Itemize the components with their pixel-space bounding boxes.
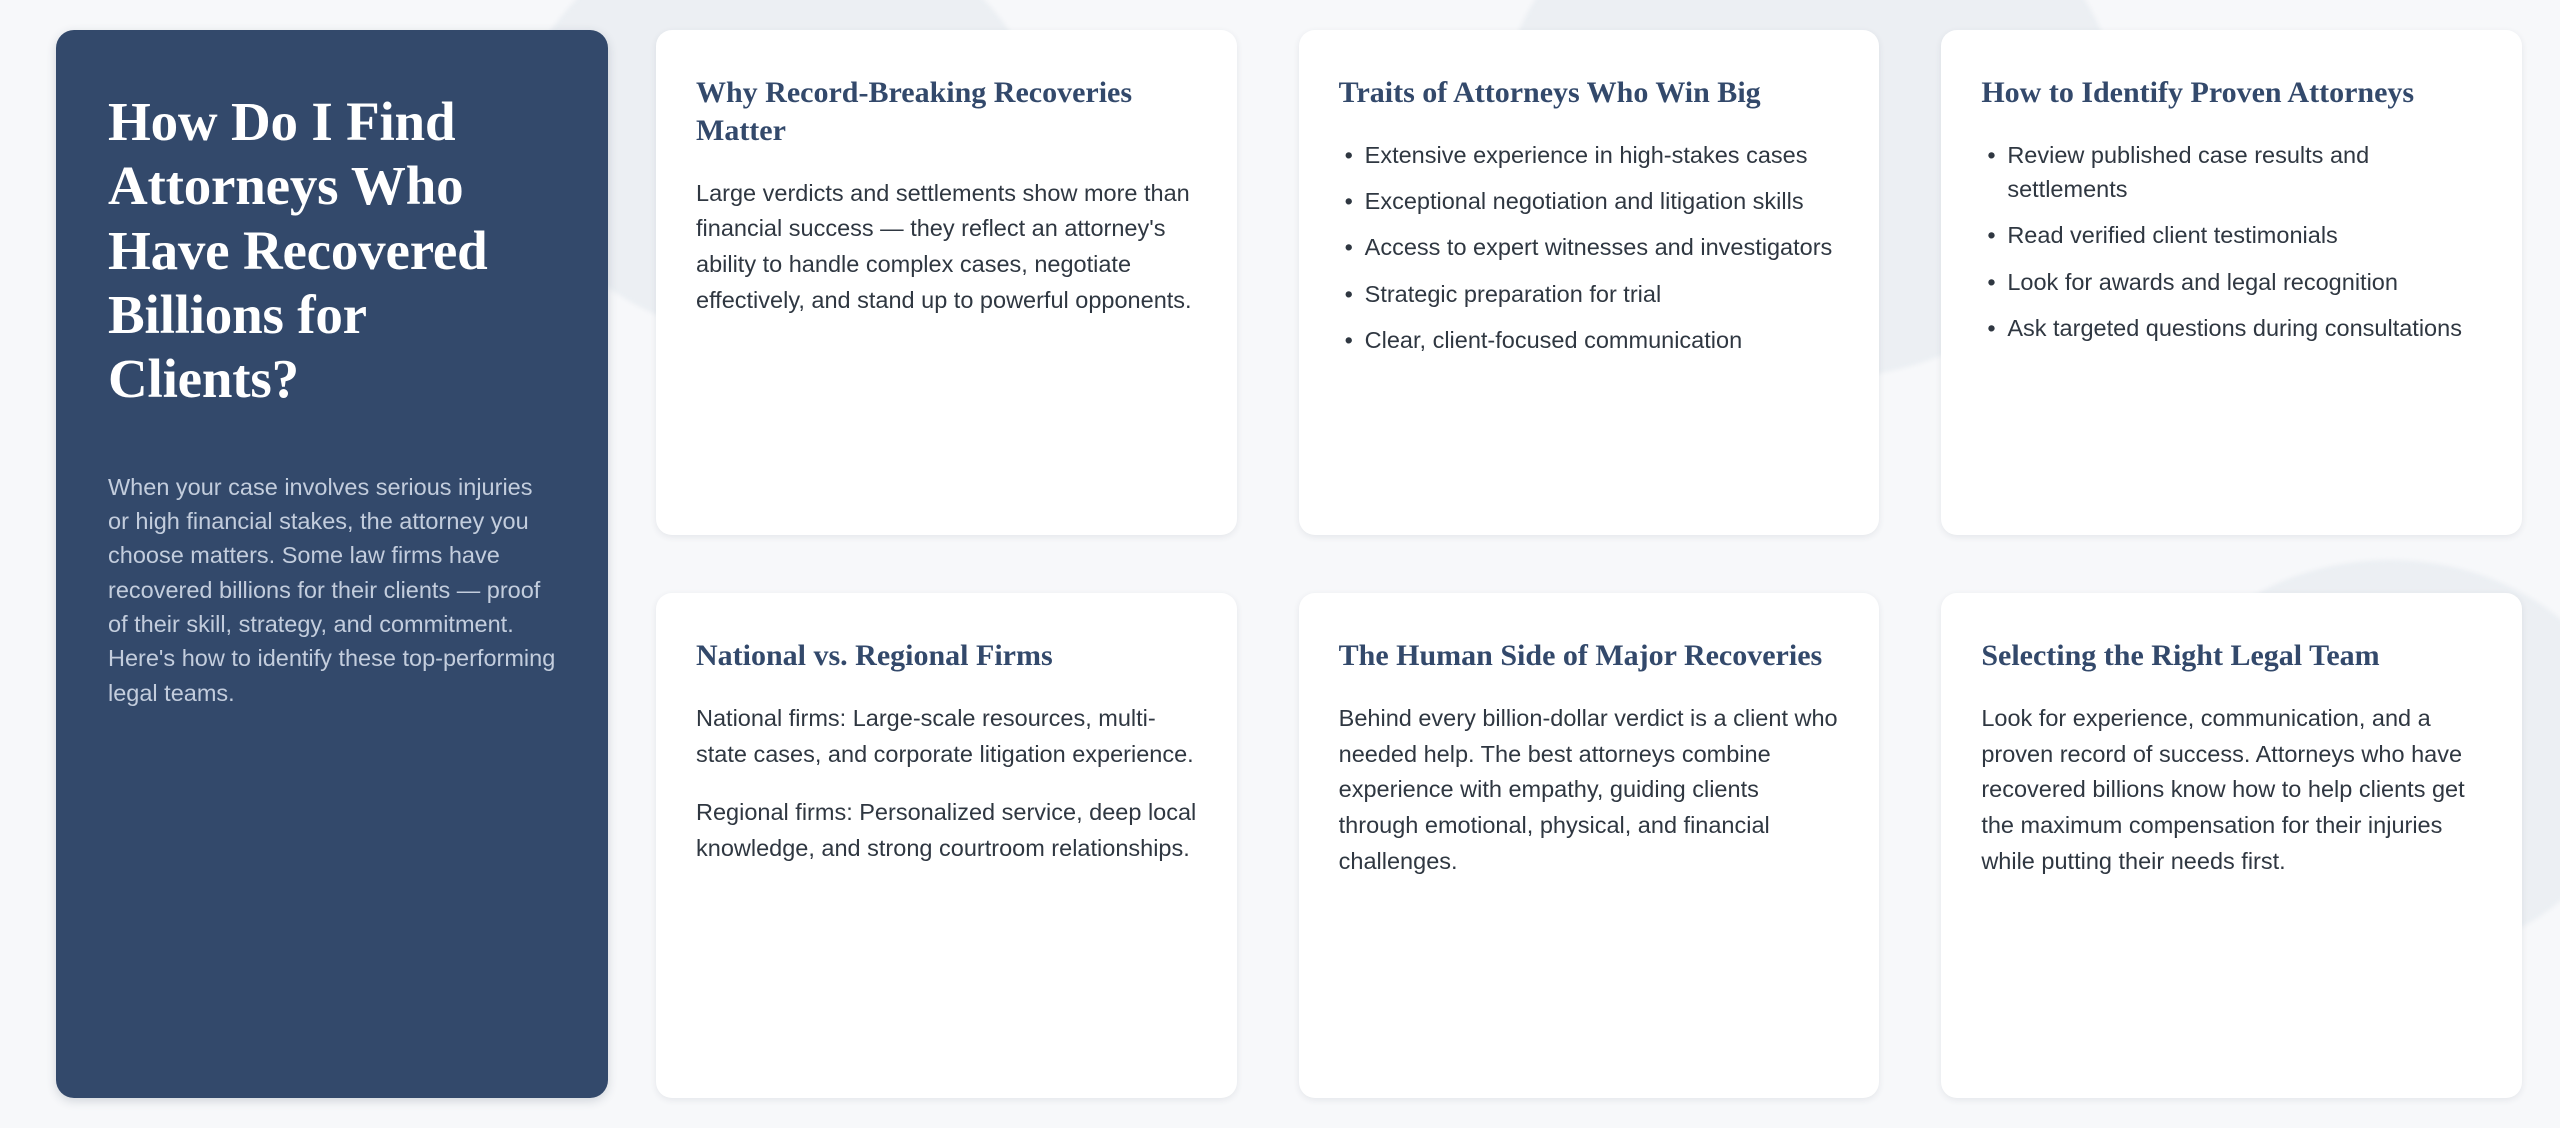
card-why-record-breaking-recoveries-matter [656, 30, 1237, 535]
card-title: National vs. Regional Firms [696, 639, 1053, 672]
card-selecting-the-right-legal-team [1941, 593, 2522, 1098]
card-how-to-identify-proven-attorneys [1941, 30, 2522, 535]
hero-panel [56, 30, 608, 1098]
list-item: • Look for awards and legal recognition [1981, 265, 2482, 299]
card-title: Traits of Attorneys Who Win Big [1338, 76, 1761, 109]
card-list [1339, 138, 1840, 357]
card-paragraph: Look for experience, communication, and a proven record of success. Attorneys who have recovered billions know how to help clients get the maximum compensation for their injuries while putting their needs first. [1981, 704, 2465, 874]
card-body [696, 701, 1197, 867]
list-item: • Exceptional negotiation and litigation skills [1339, 184, 1840, 218]
card-paragraph: National firms: Large-scale resources, multi-state cases, and corporate litigation experience. [696, 704, 1194, 767]
cards-grid [656, 30, 2522, 1098]
card-title: The Human Side of Major Recoveries [1338, 639, 1823, 672]
list-item: • Review published case results and settlements [1981, 138, 2482, 207]
card-title: Selecting the Right Legal Team [1981, 639, 2380, 672]
card-body [1339, 701, 1840, 880]
list-item: • Extensive experience in high-stakes cases [1339, 138, 1840, 172]
card-body [1981, 701, 2482, 880]
card-title: Why Record-Breaking Recoveries Matter [696, 76, 1133, 147]
page-title: How Do I Find Attorneys Who Have Recovered Billions for Clients? [108, 91, 488, 410]
card-the-human-side-of-major-recoveries [1299, 593, 1880, 1098]
card-title: How to Identify Proven Attorneys [1981, 76, 2415, 109]
card-national-vs-regional-firms [656, 593, 1237, 1098]
card-paragraph: Regional firms: Personalized service, deep local knowledge, and strong courtroom relationships. [696, 799, 1197, 861]
card-paragraph: Behind every billion-dollar verdict is a client who needed help. The best attorneys combine experience with empathy, guiding clients through emotional, physical, and financial challenges. [1338, 704, 1838, 874]
hero-description: When your case involves serious injuries or high financial stakes, the attorney you choose matters. Some law firms have recovered billions for their clients — proof of their skill, strategy, and commitment. Here's how to identify these top-performing legal teams. [108, 473, 556, 706]
card-paragraph: Large verdicts and settlements show more than financial success — they reflect an attorney's ability to handle complex cases, negotiate effectively, and stand up to powerful opponents. [696, 179, 1192, 313]
list-item: • Read verified client testimonials [1981, 218, 2482, 252]
card-body [696, 176, 1197, 319]
card-list [1981, 138, 2482, 345]
card-traits-of-attorneys-who-win-big [1299, 30, 1880, 535]
list-item: • Access to expert witnesses and investigators [1339, 230, 1840, 264]
list-item: • Ask targeted questions during consultations [1981, 311, 2482, 345]
list-item: • Clear, client-focused communication [1339, 323, 1840, 357]
list-item: • Strategic preparation for trial [1339, 277, 1840, 311]
